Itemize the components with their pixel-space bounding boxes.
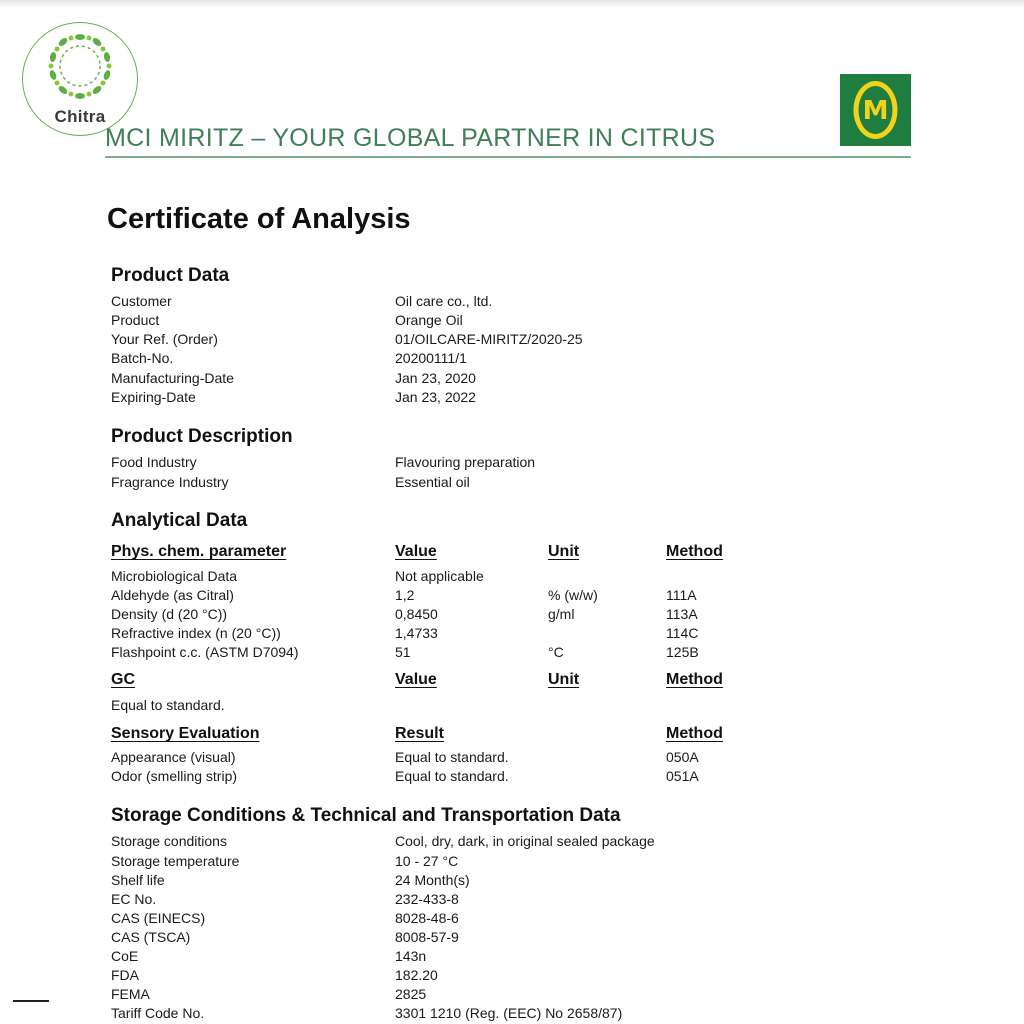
table-cell-result: Equal to standard. [395, 768, 509, 784]
field-value: 232-433-8 [395, 891, 459, 907]
field-value: 20200111/1 [395, 350, 467, 366]
field-label: FDA [111, 967, 139, 983]
field-value: Essential oil [395, 474, 470, 490]
column-header-unit: Unit [548, 543, 580, 560]
column-header-method: Method [666, 671, 723, 688]
column-header-method: Method [666, 725, 723, 742]
table-cell-parameter: Aldehyde (as Citral) [111, 587, 234, 603]
logo-letter: M [862, 96, 889, 126]
field-label: Food Industry [111, 454, 197, 470]
table-cell-unit: °C [548, 644, 564, 660]
table-cell-method: 125B [666, 644, 699, 660]
table-cell-value: 1,4733 [395, 625, 438, 641]
table-cell-method: 050A [666, 749, 699, 765]
column-header-gc: GC [111, 671, 135, 688]
field-label: Expiring-Date [111, 389, 196, 405]
table-cell-value: 1,2 [395, 587, 415, 603]
top-shadow [0, 0, 1024, 8]
column-header-parameter: Phys. chem. parameter [111, 543, 287, 560]
table-cell-method: 051A [666, 768, 699, 784]
table-cell-method: 111A [666, 587, 697, 603]
field-value: Oil care co., ltd. [395, 293, 493, 309]
table-cell-method: 113A [666, 606, 698, 622]
column-header-result: Result [395, 725, 444, 742]
field-label: CoE [111, 948, 139, 964]
column-header-sensory: Sensory Evaluation [111, 725, 260, 742]
table-cell-parameter: Density (d (20 °C)) [111, 606, 228, 622]
field-value: Jan 23, 2022 [395, 389, 476, 405]
field-label: FEMA [111, 986, 150, 1002]
field-label: Product [111, 312, 160, 328]
field-label: Customer [111, 293, 172, 309]
table-cell-value: 0,8450 [395, 606, 438, 622]
field-value: 01/OILCARE-MIRITZ/2020-25 [395, 331, 583, 347]
field-label: CAS (TSCA) [111, 929, 191, 945]
field-value: 8008-57-9 [395, 929, 459, 945]
table-cell-parameter: Flashpoint c.c. (ASTM D7094) [111, 644, 299, 660]
field-label: Storage temperature [111, 853, 240, 869]
field-label: Your Ref. (Order) [111, 331, 218, 347]
column-header-method: Method [666, 543, 723, 560]
field-value: Jan 23, 2020 [395, 370, 476, 386]
lemon-m-icon [840, 74, 911, 146]
watermark-badge [22, 22, 138, 136]
field-value: 143n [395, 948, 427, 964]
field-label: Fragrance Industry [111, 474, 229, 490]
field-value: Cool, dry, dark, in original sealed package [395, 833, 655, 849]
field-label: Storage conditions [111, 833, 227, 849]
table-cell-parameter: Odor (smelling strip) [111, 768, 238, 784]
document-title: Certificate of Analysis [107, 203, 411, 235]
table-cell-value: Not applicable [395, 568, 484, 584]
field-label: Manufacturing-Date [111, 370, 234, 386]
field-value: 10 - 27 °C [395, 853, 459, 869]
field-value: 8028-48-6 [395, 910, 459, 926]
table-cell-result: Equal to standard. [395, 749, 509, 765]
field-value: Flavouring preparation [395, 454, 536, 470]
table-cell-parameter: Refractive index (n (20 °C)) [111, 625, 281, 641]
field-value: 182.20 [395, 967, 438, 983]
header-rule [105, 156, 911, 158]
leaf-wreath-icon [39, 29, 121, 109]
field-value: 2825 [395, 986, 427, 1002]
table-cell-value: 51 [395, 644, 411, 660]
field-value: Orange Oil [395, 312, 463, 328]
field-label: Shelf life [111, 872, 165, 888]
page-edge-mark [13, 1000, 49, 1002]
table-cell-unit: g/ml [548, 606, 575, 622]
field-label: Tariff Code No. [111, 1005, 205, 1021]
watermark-text: Chitra [54, 107, 106, 126]
field-label: CAS (EINECS) [111, 910, 206, 926]
table-cell-parameter: Microbiological Data [111, 568, 238, 584]
column-header-unit: Unit [548, 671, 580, 688]
field-value: 3301 1210 (Reg. (EEC) No 2658/87) [395, 1005, 623, 1021]
section-heading-product-data: Product Data [111, 265, 230, 286]
field-value: 24 Month(s) [395, 872, 470, 888]
field-label: Batch-No. [111, 350, 174, 366]
section-heading-storage: Storage Conditions & Technical and Transportation Data [111, 805, 621, 826]
table-cell-method: 114C [666, 625, 699, 641]
section-heading-product-description: Product Description [111, 426, 293, 447]
section-heading-analytical-data: Analytical Data [111, 510, 248, 531]
column-header-value: Value [395, 671, 437, 688]
company-tagline: MCI MIRITZ – YOUR GLOBAL PARTNER IN CITRUS [105, 124, 716, 152]
gc-result-text: Equal to standard. [111, 697, 225, 713]
column-header-value: Value [395, 543, 437, 560]
field-label: EC No. [111, 891, 157, 907]
table-cell-parameter: Appearance (visual) [111, 749, 236, 765]
table-cell-unit: % (w/w) [548, 587, 598, 603]
mci-miritz-logo [840, 74, 911, 146]
